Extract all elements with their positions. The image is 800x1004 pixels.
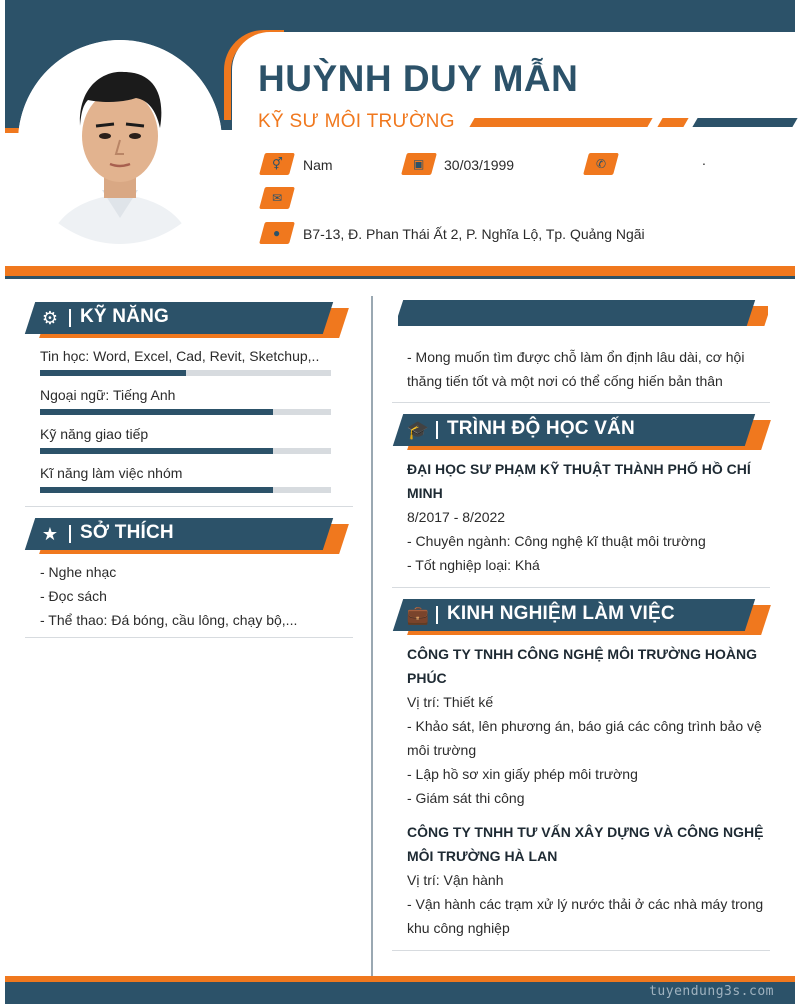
company-name: PHÚC <box>407 670 447 686</box>
job-position: Vị trí: Thiết kế <box>407 694 494 710</box>
job-duty: môi trường <box>407 742 477 758</box>
education-major: - Chuyên ngành: Công nghệ kĩ thuật môi trường <box>407 533 706 549</box>
job-duty: - Vận hành các trạm xử lý nước thải ở các nhà máy trong <box>407 896 764 912</box>
section-separator <box>25 506 353 507</box>
skills-header <box>30 302 342 334</box>
skill-bar-fill <box>40 409 273 415</box>
person-name: HUỲNH DUY MẪN <box>258 58 579 99</box>
education-title: TRÌNH ĐỘ HỌC VẤN <box>447 418 635 439</box>
location-pin-icon: ● <box>259 222 295 244</box>
email-icon: ✉ <box>259 187 295 209</box>
experience-title: KINH NGHIỆM LÀM VIỆC <box>447 603 675 624</box>
person-role: KỸ SƯ MÔI TRƯỜNG <box>258 111 455 132</box>
graduation-cap-icon: 🎓 <box>406 420 430 440</box>
job-duty: - Lập hồ sơ xin giấy phép môi trường <box>407 766 638 782</box>
person-avatar-icon <box>18 40 222 244</box>
job-position: Vị trí: Vận hành <box>407 872 504 888</box>
column-divider <box>371 296 373 982</box>
skill-bar <box>40 487 331 493</box>
address-value: B7-13, Đ. Phan Thái Ất 2, P. Nghĩa Lộ, Tp. Quảng Ngãi <box>303 226 645 242</box>
gear-icon: ⚙ <box>41 308 59 328</box>
skill-label: Ngoại ngữ: Tiếng Anh <box>40 387 176 403</box>
hobby-item: - Đọc sách <box>40 588 107 604</box>
job-duty: - Giám sát thi công <box>407 790 525 806</box>
job-duty: khu công nghiệp <box>407 920 510 936</box>
skill-label: Kĩ năng làm việc nhóm <box>40 465 183 481</box>
watermark-text: tuyendung3s.com <box>649 984 774 999</box>
school-name: ĐẠI HỌC SƯ PHẠM KỸ THUẬT THÀNH PHỐ HỒ CHÍ <box>407 461 751 477</box>
section-separator <box>392 587 770 588</box>
experience-header <box>398 599 768 631</box>
education-header <box>398 414 768 446</box>
role-accent-bar <box>657 118 688 127</box>
briefcase-icon: 💼 <box>406 605 430 625</box>
section-separator <box>25 637 353 638</box>
company-name: MÔI TRƯỜNG HÀ LAN <box>407 848 558 864</box>
skill-bar-fill <box>40 448 273 454</box>
hobbies-title: SỞ THÍCH <box>80 522 174 543</box>
skill-bar-fill <box>40 487 273 493</box>
hobbies-header <box>30 518 342 550</box>
role-accent-bar <box>469 118 652 127</box>
hobby-item: - Thể thao: Đá bóng, cầu lông, chạy bộ,... <box>40 612 298 628</box>
birthdate-value: 30/03/1999 <box>444 157 515 173</box>
skill-bar-fill <box>40 370 186 376</box>
school-name: MINH <box>407 485 443 501</box>
education-period: 8/2017 - 8/2022 <box>407 509 506 525</box>
skill-bar <box>40 370 331 376</box>
gender-icon: ⚥ <box>259 153 295 175</box>
education-grade: - Tốt nghiệp loại: Khá <box>407 557 540 573</box>
job-duty: - Khảo sát, lên phương án, báo giá các công trình bảo vệ <box>407 718 762 734</box>
skills-title: KỸ NĂNG <box>80 306 170 327</box>
phone-value: . <box>702 152 706 168</box>
objective-line: thăng tiến tốt và một nơi có thể cống hiến bản thân <box>407 373 723 389</box>
hobby-item: - Nghe nhạc <box>40 564 117 580</box>
section-separator <box>392 950 770 951</box>
phone-icon: ✆ <box>583 153 619 175</box>
role-accent-bar <box>692 118 797 127</box>
skill-bar <box>40 448 331 454</box>
skill-bar <box>40 409 331 415</box>
star-icon: ★ <box>41 524 59 544</box>
skill-label: Tin học: Word, Excel, Cad, Revit, Sketchup,.. <box>40 348 320 364</box>
company-name: CÔNG TY TNHH CÔNG NGHỆ MÔI TRƯỜNG HOÀNG <box>407 646 757 662</box>
section-separator <box>392 402 770 403</box>
calendar-icon: ▣ <box>401 153 437 175</box>
profile-photo <box>18 40 222 244</box>
header-mask <box>392 326 792 336</box>
gender-value: Nam <box>303 157 333 173</box>
objective-line: - Mong muốn tìm được chỗ làm ổn định lâu dài, cơ hội <box>407 349 745 365</box>
skill-label: Kỹ năng giao tiếp <box>40 426 149 442</box>
company-name: CÔNG TY TNHH TƯ VẤN XÂY DỰNG VÀ CÔNG NGHỆ <box>407 824 764 840</box>
header-divider-orange <box>5 266 795 276</box>
header-divider-dark <box>5 276 795 279</box>
